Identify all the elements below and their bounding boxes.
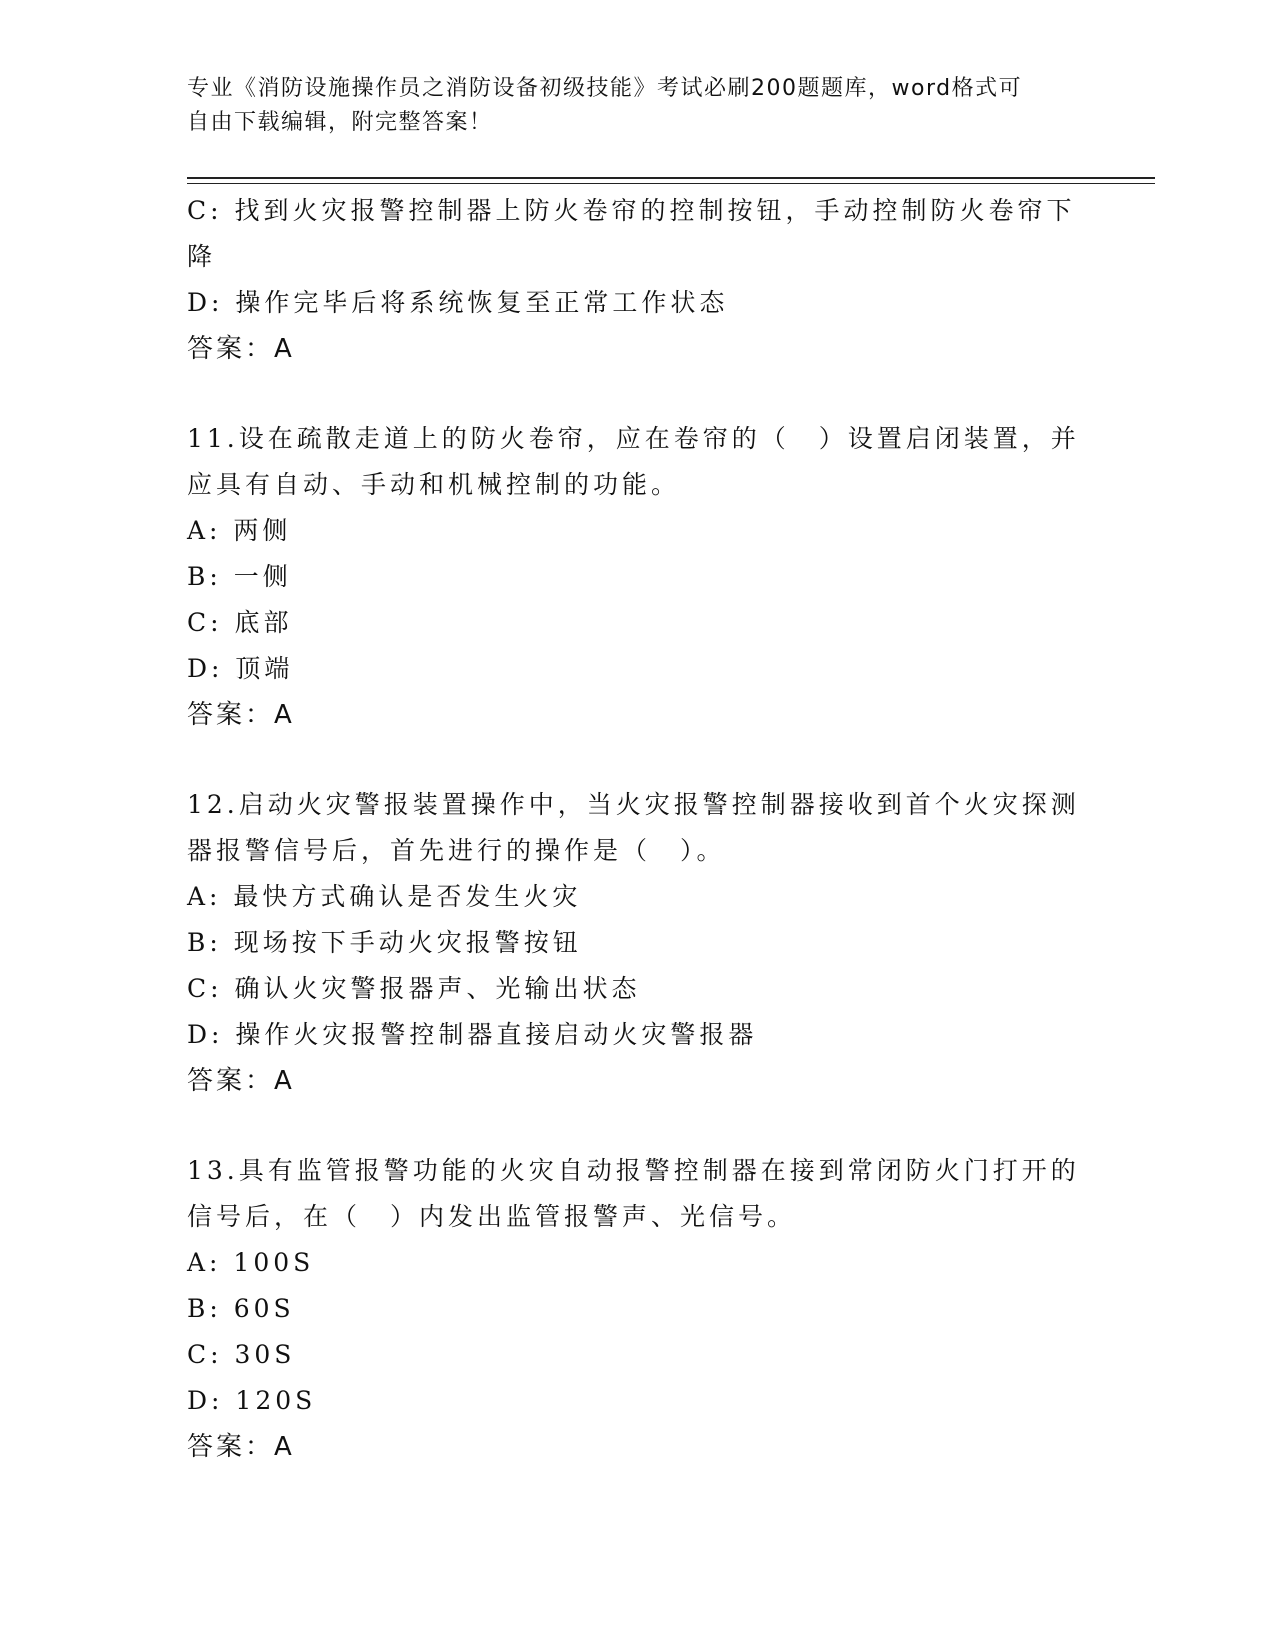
question-stem-line-2: 器报警信号后，首先进行的操作是（ ）。 bbox=[187, 836, 726, 865]
header-divider-thin bbox=[187, 183, 1155, 184]
question-stem-line-1: 12.启动火灾警报装置操作中，当火灾报警控制器接收到首个火灾探测 bbox=[187, 790, 1080, 819]
header-divider-thick bbox=[187, 177, 1155, 179]
question-12 bbox=[187, 782, 1087, 1104]
question-stem-line-2: 应具有自动、手动和机械控制的功能。 bbox=[187, 470, 681, 499]
option-d: D: 120S bbox=[187, 1386, 317, 1415]
option-c: C: 确认火灾警报器声、光输出状态 bbox=[187, 974, 641, 1003]
document-header bbox=[187, 72, 1067, 140]
question-fragment bbox=[187, 188, 1087, 372]
question-13 bbox=[187, 1148, 1087, 1470]
option-c: C: 30S bbox=[187, 1340, 296, 1369]
option-c-line-2: 降 bbox=[187, 242, 217, 271]
option-a: A: 两侧 bbox=[187, 516, 292, 545]
question-stem-line-1: 13.具有监管报警功能的火灾自动报警控制器在接到常闭防火门打开的 bbox=[187, 1156, 1080, 1185]
option-d: D: 顶端 bbox=[187, 654, 294, 683]
document-body bbox=[187, 188, 1087, 1470]
question-11 bbox=[187, 416, 1087, 738]
header-line-1: 专业《消防设施操作员之消防设备初级技能》考试必刷200题题库，word格式可 bbox=[187, 76, 1023, 101]
answer-line: 答案：A bbox=[187, 334, 295, 364]
option-a: A: 100S bbox=[187, 1248, 315, 1277]
option-d: D: 操作完毕后将系统恢复至正常工作状态 bbox=[187, 288, 729, 317]
answer-line: 答案：A bbox=[187, 1432, 295, 1462]
question-stem-line-1: 11.设在疏散走道上的防火卷帘，应在卷帘的（ ）设置启闭装置，并 bbox=[187, 424, 1080, 453]
option-c: C: 底部 bbox=[187, 608, 293, 637]
option-d: D: 操作火灾报警控制器直接启动火灾警报器 bbox=[187, 1020, 758, 1049]
answer-line: 答案：A bbox=[187, 1066, 295, 1096]
spacer bbox=[187, 738, 1087, 782]
option-b: B: 一侧 bbox=[187, 562, 292, 591]
answer-line: 答案：A bbox=[187, 700, 295, 730]
option-b: B: 60S bbox=[187, 1294, 295, 1323]
option-c-line-1: C: 找到火灾报警控制器上防火卷帘的控制按钮，手动控制防火卷帘下 bbox=[187, 196, 1076, 225]
option-b: B: 现场按下手动火灾报警按钮 bbox=[187, 928, 582, 957]
question-stem-line-2: 信号后，在（ ）内发出监管报警声、光信号。 bbox=[187, 1202, 797, 1231]
spacer bbox=[187, 372, 1087, 416]
spacer bbox=[187, 1104, 1087, 1148]
header-line-2: 自由下载编辑，附完整答案！ bbox=[187, 110, 493, 135]
option-a: A: 最快方式确认是否发生火灾 bbox=[187, 882, 582, 911]
